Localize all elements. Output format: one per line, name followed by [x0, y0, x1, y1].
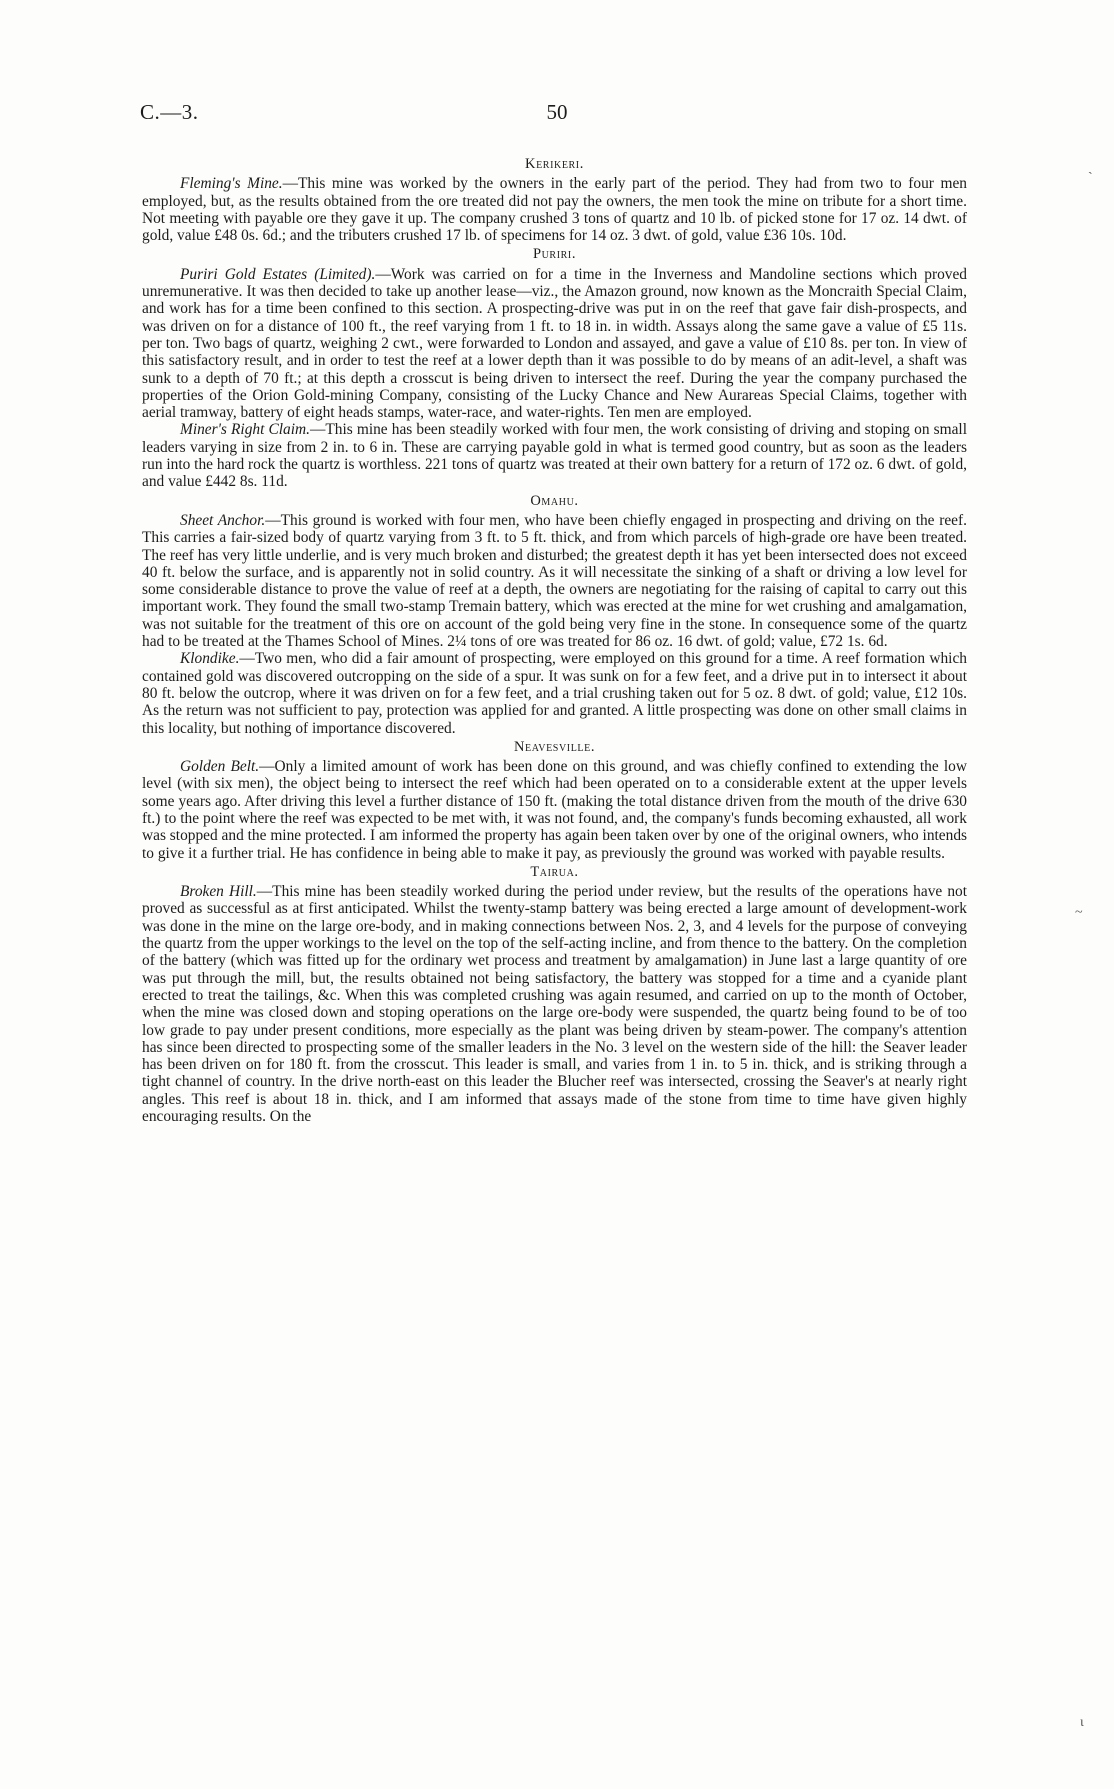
mine-name: Broken Hill.: [180, 883, 257, 901]
paragraph-text: —This mine has been steadily worked during the period under review, but the results of the operations have not proved as successful as at first anticipated. Whilst the twenty-stamp battery was being erected a large amount of development-work was done in the mine on the large ore-body, and in making connections between Nos. 2, 3, and 4 levels for the purpose of conveying the quartz from the upper workings to the level on the top of the self-acting incline, and from thence to the battery. On the completion of the battery (which was fitted up for the ordinary wet process and treatment by amalgamation) in June last a large quantity of ore was put through the mill, but, the results obtained not being satisfactory, the battery was stopped for a time and a cyanide plant erected to treat the tailings, &c. When this was completed crushing was again resumed, and carried on up to the month of October, when the mine was closed down and stoping operations on the large ore-body were suspended, the quartz being found to be of too low grade to pay under present conditions, more especially as the plant was being driven by steam-power. The company's attention has since been directed to prospecting some of the smaller leaders in the No. 3 level on the western side of the hill: the Seaver leader has been driven on for 180 ft. from the crosscut. This leader is small, and varies from 1 in. to 5 in. thick, and is striking through a tight channel of country. In the drive north-east on this leader the Blucher reef was intersected, crossing the Seaver's at nearly right angles. This reef is about 18 in. thick, and I am informed that assays made of the stone from time to time have given highly encouraging results. On the: [142, 883, 967, 1126]
margin-mark: ~: [1075, 905, 1083, 920]
margin-mark: ˎ: [1088, 160, 1093, 175]
paragraph-flemings-mine: [142, 175, 967, 244]
paragraph-text: —Two men, who did a fair amount of prospecting, were employed on this ground for a time. A reef formation which contained gold was discovered outcropping on the side of a spur. It was sunk on for a few feet, and a drive put in to intersect it about 80 ft. below the outcrop, where it was driven on for a few feet, and a trial crushing taken out for 5 oz. 8 dwt. of gold; value, £12 10s. As the return was not sufficient to pay, protection was applied for and granted. A little prospecting was done on other small claims in this locality, but nothing of importance discovered.: [142, 650, 967, 737]
paragraph-broken-hill: [142, 883, 967, 1125]
section-heading-omahu: Omahu.: [530, 492, 579, 509]
page-header: [140, 100, 974, 130]
mine-name: Puriri Gold Estates (Limited).: [180, 265, 376, 283]
paragraph-text: —Work was carried on for a time in the Inverness and Mandoline sections which proved unremunerative. It was then decided to take up another lease—viz., the Amazon ground, now known as the Moncraith Special Claim, and work has for a time been confined to this section. A prospecting-drive was put in on the reef that gave fair dish-prospects, and was driven on for a distance of 100 ft., the reef varying from 1 ft. to 18 in. in width. Assays along the same gave a value of £5 11s. per ton. Two bags of quartz, weighing 2 cwt., were forwarded to London and assayed, and gave a value of £10 8s. per ton. In view of this satisfactory result, and in order to test the reef at a lower depth than it was possible to do by means of an adit-level, a shaft was sunk to a depth of 70 ft.; at this depth a crosscut is being driven to intersect the reef. During the year the company purchased the properties of the Orion Gold-mining Company, consisting of the Lucky Chance and New Aurareas Special Claims, together with aerial tramway, battery of eight heads stamps, water-race, and water-rights. Ten men are employed.: [142, 265, 967, 422]
paragraph-sheet-anchor: [142, 512, 967, 650]
mine-name: Golden Belt.: [180, 758, 260, 776]
paragraph-text: —Only a limited amount of work has been done on this ground, and was chiefly confined to extending the low level (with six men), the object being to intersect the reef which had been operated on to a considerable extent at the upper levels some years ago. After driving this level a further distance of 150 ft. (making the total distance driven from the mouth of the drive 630 ft.) to the point where the reef was expected to be met with, it was not found, and, the company's funds becoming exhausted, all work was stopped and the mine protected. I am informed the property has again been taken over by one of the original owners, who intends to give it a further trial. He has confidence in being able to make it pay, as previously the ground was worked with payable results.: [142, 758, 967, 862]
paragraph-puriri-gold-estates: [142, 266, 967, 422]
mine-name: Klondike.: [180, 650, 240, 668]
paragraph-text: —This mine was worked by the owners in the early part of the period. They had from two to four men employed, but, as the results obtained from the ore treated did not pay the owners, the men took the mine on tribute for a short time. Not meeting with payable ore they gave it up. The company crushed 3 tons of quartz and 10 lb. of picked stone for 17 oz. 14 dwt. of gold, value £48 0s. 6d.; and the tributers crushed 17 lb. of specimens for 14 oz. 3 dwt. of gold, value £36 10s. 10d.: [142, 175, 967, 245]
section-heading-neavesville: Neavesville.: [513, 738, 596, 755]
paragraph-text: —This ground is worked with four men, who have been chiefly engaged in prospecting and driving on the reef. This carries a fair-sized body of quartz varying from 3 ft. to 5 ft. thick, and from which parcels of high-grade ore have been treated. The reef has very little underlie, and is very much broken and disturbed; the greatest depth it has yet been intersected does not exceed 40 ft. below the surface, and is apparently not in solid country. As it will necessitate the sinking of a shaft or driving a low level for some considerable distance to prove the value of reef at a depth, the owners are negotiating for the raising of capital to carry out this important work. They found the small two-stamp Tremain battery, which was erected at the mine for wet crushing and amalgamation, was not suitable for the treatment of this ore on account of the gold being very fine in the stone. In consequence some of the quartz had to be treated at the Thames School of Mines. 2¼ tons of ore was treated for 86 oz. 16 dwt. of gold; value, £72 1s. 6d.: [142, 511, 967, 651]
paragraph-miners-right-claim: [142, 421, 967, 490]
paragraph-klondike: [142, 650, 967, 736]
section-heading-puriri: Puriri.: [532, 246, 577, 263]
page-number: 50: [546, 100, 568, 124]
mine-name: Miner's Right Claim.: [180, 421, 310, 439]
document-body: [142, 154, 967, 1125]
mine-name: Fleming's Mine.: [180, 175, 283, 193]
document-reference: C.—3.: [140, 100, 199, 124]
paragraph-text: —This mine has been steadily worked with four men, the work consisting of driving and stoping on small leaders varying in size from 2 in. to 6 in. These are carrying payable gold in what is termed good country, but as soon as the leaders run into the hard rock the quartz is worthless. 221 tons of quartz was treated at their own battery for a return of 172 oz. 6 dwt. of gold, and value £442 8s. 11d.: [142, 421, 967, 491]
margin-mark: ɩ: [1080, 1715, 1084, 1730]
section-heading-kerikeri: Kerikeri.: [525, 156, 584, 172]
section-heading-tairua: Tairua.: [530, 863, 579, 880]
mine-name: Sheet Anchor.: [180, 511, 266, 529]
paragraph-golden-belt: [142, 758, 967, 862]
